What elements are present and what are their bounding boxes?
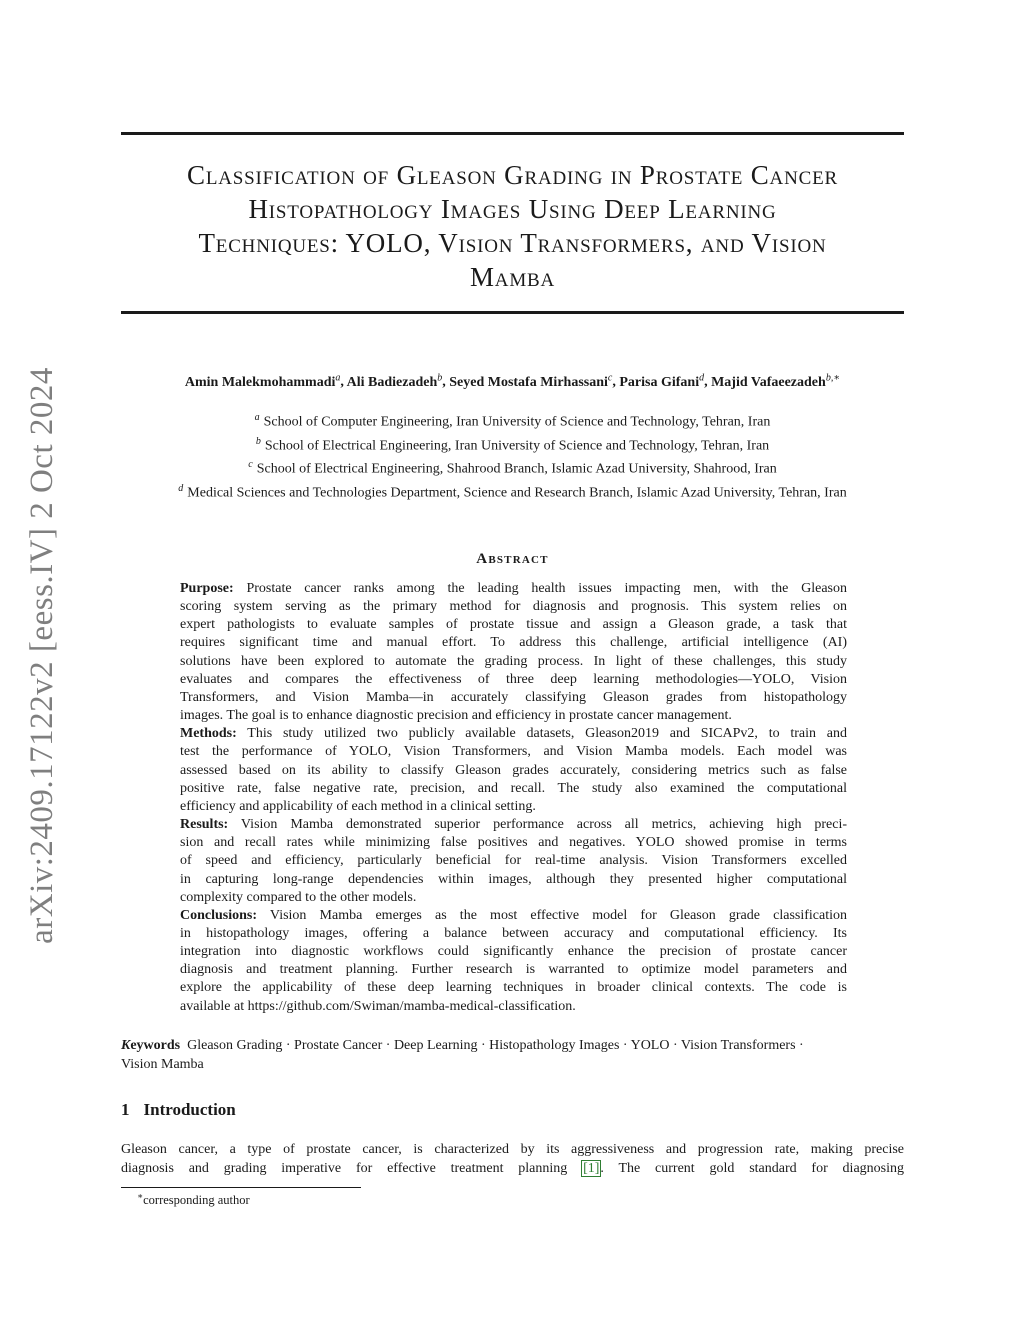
abstract-line: expert pathologists to evaluate samples of prostate tissue and assign a Gleason grade, a task that [180,617,847,633]
author-name: Seyed Mostafa Mirhassani [449,374,608,390]
affiliation-text: School of Electrical Engineering, Iran University of Science and Technology, Tehran, Iran [264,438,770,454]
abstract-line: diagnosis and treatment planning. Further research is warranted to optimize model parameters and [180,962,847,978]
title-line: Histopathology Images Using Deep Learning [248,194,777,224]
intro-paragraph [121,1140,904,1178]
title-line: Techniques: YOLO, Vision Transformers, and Vision [198,228,827,258]
abstract-text: Vision Mamba demonstrated superior performance across all metrics, achieving high preci- [240,817,847,833]
title-top-rule [121,132,904,135]
author [184,372,341,390]
author-name: Majid Vafaeezadeh [711,374,826,390]
abstract-body [180,580,847,1016]
abstract-text: Vision Mamba emerges as the most effective model for Gleason grade classification [269,907,847,923]
abstract-text: Prostate cancer ranks among the leading health issues impacting men, with the Gleason [246,581,847,596]
arxiv-identifier: arXiv:2409.17122v2 [eess.IV] 2 Oct 2024 [23,366,60,944]
abstract-line: complexity compared to the other models. [180,889,417,905]
abstract-text: This study utilized two publicly available datasets, Gleason2019 and SICAPv2, to train and [247,726,847,742]
abstract-line: in histopathology images, offering a balance between accuracy and computational efficiency. Its [180,925,847,941]
citation-link[interactable] [582,1161,600,1176]
keywords-line [121,1037,904,1056]
abstract-line: requires significant time and manual effort. To address this challenge, artificial intelligence (AI) [180,635,847,651]
affiliation-mark: d [178,482,184,494]
affiliation-mark: a [254,412,260,423]
abstract-line: in capturing long-range dependencies within images, although they presented higher computational [180,871,847,887]
author-affiliation-mark: d [699,372,705,383]
author-affiliation-mark: b [437,372,443,383]
methods-label: Methods: [180,726,237,742]
footnote-text: corresponding author [143,1193,250,1208]
intro-text: . The current gold standard for diagnosing [600,1161,904,1176]
results-label: Results: [180,817,229,833]
author-name: Parisa Gifani [619,374,700,390]
abstract-line: solutions have been explored to automate the grading process. In light of these challenges, this study [180,653,847,669]
purpose-label: Purpose: [180,581,234,596]
author-name: Amin Malekmohammadi [184,374,336,390]
affiliation-mark: c [248,459,253,471]
intro-text: diagnosis and grading imperative for effective treatment planning [121,1161,583,1176]
intro-line [121,1159,904,1178]
section-heading [121,1100,236,1120]
keywords-text: Gleason Grading · Prostate Cancer · Deep Learning · Histopathology Images · YOLO · Vision Transformers · [187,1038,804,1053]
abstract-line: efficiency and applicability of each method in a clinical setting. [180,798,536,814]
section-number: 1 [121,1100,130,1119]
abstract-line: scoring system serving as the primary method for diagnosis and prognosis. This system relies on [180,599,847,615]
intro-line: Gleason cancer, a type of prostate cancer, is characterized by its aggressiveness and progression rate, making precise [121,1142,904,1157]
abstract-line: assessed based on its ability to classify Gleason grades accurately, considering metrics such as false [180,762,847,778]
keywords-label-initial: K [121,1038,131,1053]
abstract-line: available at https://github.com/Swiman/mamba-medical-classification. [180,998,576,1014]
abstract-line: images. The goal is to enhance diagnostic precision and efficiency in prostate cancer management. [180,708,732,724]
author [619,372,705,390]
author-affiliation-mark: c [607,372,613,383]
author-name: Ali Badiezadeh [346,374,438,390]
keywords [121,1037,904,1074]
affiliation-text: Medical Sciences and Technologies Department, Science and Research Branch, Islamic Azad University, Tehran, Iran [187,485,847,501]
title-line: Classification of Gleason Grading in Prostate Cancer [187,160,838,190]
arxiv-sidebar [20,365,64,945]
author-affiliation-mark: b,∗ [825,372,841,383]
affiliation-list [90,408,935,503]
conclusions-label: Conclusions: [180,907,258,923]
citation-bracket: [ [583,1161,588,1176]
author-list: Amin Malekmohammadi$^a$, Ali Badiezadeh$^b$, Seyed Mostafa Mirhassani$^c$, Parisa Gifani$^d$, Majid Vafaeezadeh$^{b,∗}$ [184,372,841,390]
title-line: Mamba [469,262,556,292]
citation-bracket: ] [594,1161,600,1176]
author-affiliation-mark: a [335,372,341,383]
keywords-label [121,1038,180,1053]
affiliation-text: School of Computer Engineering, Iran University of Science and Technology, Tehran, Iran [263,414,771,430]
abstract-line [180,725,847,743]
affiliation [90,432,935,456]
title-bottom-rule [121,311,904,314]
keywords-line: Vision Mamba [121,1056,204,1072]
footnote [137,1191,250,1208]
affiliation-mark: b [255,435,261,447]
footnote-mark: ∗ [137,1191,144,1201]
author [711,372,841,390]
keywords-label-rest: eywords [130,1038,181,1053]
abstract-line [180,816,847,834]
author [449,372,613,390]
citation-number: 1 [587,1161,595,1176]
abstract-line: integration into diagnostic workflows could significantly enhance the precision of prostate cancer [180,944,847,960]
paper-title [121,158,904,294]
abstract-line: positive rate, false negative rate, precision, and recall. The study also examined the computational [180,780,847,796]
affiliation-text: School of Electrical Engineering, Shahrood Branch, Islamic Azad University, Shahrood, Iran [256,461,777,477]
abstract-line [180,907,847,925]
abstract-line: of speed and efficiency, particularly beneficial for real-time analysis. Vision Transformers excelled [180,853,847,869]
abstract-line: explore the applicability of these deep learning techniques in broader clinical contexts. The code is [180,980,847,996]
author [346,372,443,390]
abstract-line: evaluates and compares the effectiveness of three deep learning methodologies—YOLO, Vision [180,671,847,687]
affiliation [90,479,935,503]
affiliation [90,408,935,432]
affiliation [90,455,935,479]
abstract-line: Transformers, and Vision Mamba—in accurately classifying Gleason grades from histopathology [180,689,847,705]
abstract-line: sion and recall rates while minimizing false positives and negatives. YOLO showed promise in terms [180,835,847,851]
abstract-heading: Abstract [476,551,549,567]
footnote-rule [121,1187,361,1188]
section-title: Introduction [143,1100,236,1119]
abstract-line: test the performance of YOLO, Vision Transformers, and Vision Mamba models. Each model was [180,744,847,760]
abstract-line [180,580,847,598]
